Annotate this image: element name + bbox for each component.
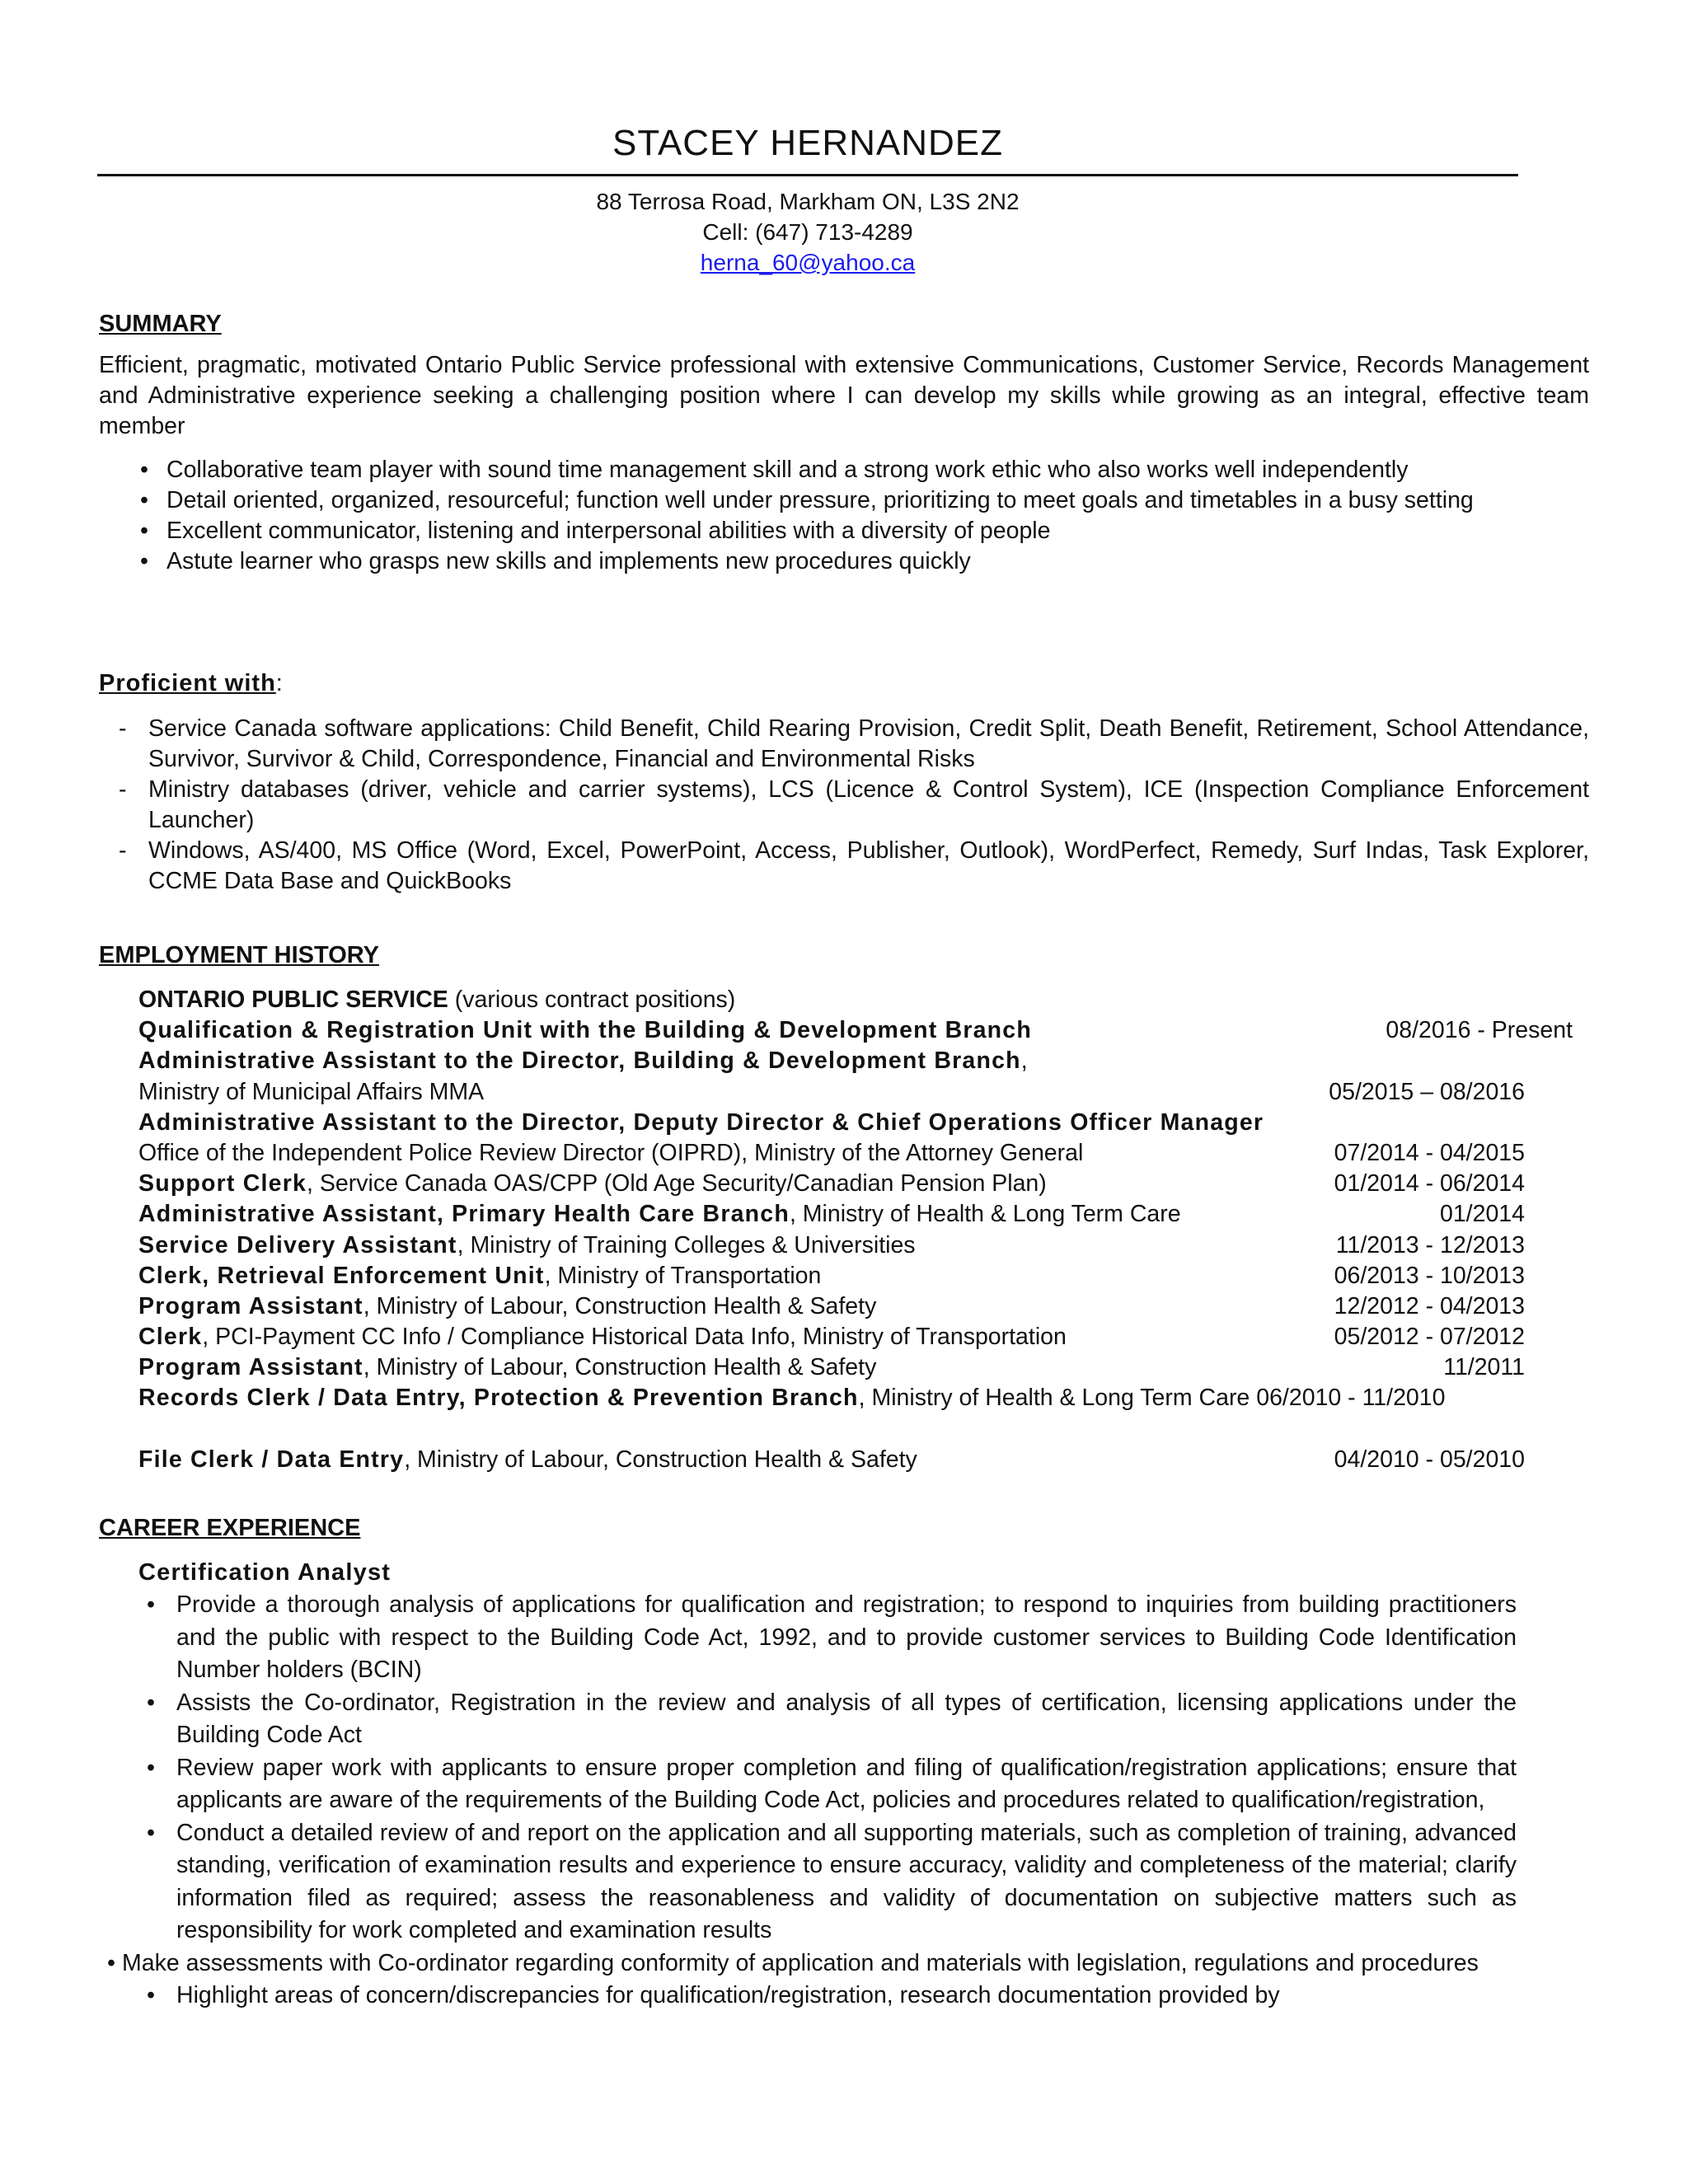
employment-row <box>138 1077 1573 1108</box>
career-bullet: • Highlight areas of concern/discrepancies for qualification/registration, research documentation provided by <box>138 1980 1517 2013</box>
job-dates: 12/2012 - 04/2013 <box>1334 1292 1525 1319</box>
summary-paragraph: Efficient, pragmatic, motivated Ontario Public Service professional with extensive Communications, Customer Service, Records Management and Administrative experience seeking a challenging position where I can develop my skills while growing as an integral, effective team member <box>99 352 1589 439</box>
career-bullet: • Conduct a detailed review of and report on the application and all supporting materials, such as completion of training, advanced standing, verification of examination results and experience to ensure accuracy, validity and completeness of the material; clarify information filed as required; assess the reasonableness and validity of documentation on subjective matters such as responsibility for work completed and examination results <box>138 1817 1517 1947</box>
job-detail: , Ministry of Labour, Construction Health & Safety <box>404 1446 917 1473</box>
job-detail: , Ministry of Health & Long Term Care <box>789 1201 1181 1228</box>
job-title: Support Clerk <box>138 1170 307 1197</box>
job-dates: 01/2014 - 06/2014 <box>1334 1170 1525 1197</box>
job-detail: , Service Canada OAS/CPP (Old Age Security/Canadian Pension Plan) <box>307 1170 1047 1197</box>
career-bullet: • Review paper work with applicants to ensure proper completion and filing of qualification/registration applications; ensure that applicants are aware of the requirements of the Building Code Act, policies and procedures related to qualification/registration, <box>138 1752 1517 1817</box>
job-title: Administrative Assistant to the Director, Deputy Director & Chief Operations Officer Manager <box>138 1108 1264 1136</box>
proficient-colon: : <box>275 670 284 696</box>
job-dates: 06/2010 - 11/2010 <box>1256 1385 1446 1412</box>
career-bullet: • Provide a thorough analysis of applications for qualification and registration; to respond to inquiries from building practitioners and the public with respect to the Building Code Act, 1992, and to provide customer services to Building Code Identification Number holders (BCIN) <box>138 1589 1517 1687</box>
email-link[interactable]: herna_60@yahoo.ca <box>700 250 916 275</box>
employment-row <box>138 1352 1573 1383</box>
career-bullets <box>121 1589 1517 2013</box>
employment-row <box>138 1261 1573 1291</box>
job-detail: , Ministry of Training Colleges & Universities <box>457 1231 916 1258</box>
job-detail: , Ministry of Labour, Construction Health & Safety <box>363 1292 877 1319</box>
employment-row <box>138 1445 1573 1475</box>
job-dates: 08/2016 - Present <box>1386 1017 1573 1044</box>
employment-row <box>138 1108 1573 1138</box>
proficient-item: - Windows, AS/400, MS Office (Word, Excel, PowerPoint, Access, Publisher, Outlook), WordPerfect, Remedy, Surf Indas, Task Explorer, CCME Data Base and QuickBooks <box>99 836 1589 897</box>
candidate-name: STACEY HERNANDEZ <box>612 123 1003 163</box>
job-detail: , Ministry of Labour, Construction Health & Safety <box>363 1354 877 1381</box>
job-title: Program Assistant <box>138 1354 363 1381</box>
job-dates: 06/2013 - 10/2013 <box>1334 1262 1525 1289</box>
proficient-heading <box>99 669 284 697</box>
employment-row <box>138 1015 1573 1046</box>
job-title: Clerk <box>138 1324 203 1351</box>
employment-row <box>138 1199 1573 1230</box>
job-title: Clerk, Retrieval Enforcement Unit <box>138 1262 545 1289</box>
job-detail: , <box>1020 1047 1028 1075</box>
job-detail: , PCI-Payment CC Info / Compliance Historical Data Info, Ministry of Transportation <box>202 1324 1067 1351</box>
job-title: Administrative Assistant to the Director, Building & Development Branch <box>138 1047 1021 1075</box>
employment-row <box>138 1291 1573 1322</box>
employment-heading: EMPLOYMENT HISTORY <box>99 942 379 968</box>
employment-row <box>138 1138 1573 1169</box>
job-dates: 05/2012 - 07/2012 <box>1334 1324 1525 1351</box>
job-title: Administrative Assistant, Primary Health Care Branch <box>138 1201 790 1228</box>
employment-row <box>138 1169 1573 1199</box>
job-title: Records Clerk / Data Entry, Protection & Prevention Branch <box>138 1385 859 1412</box>
proficient-list <box>99 714 1589 897</box>
job-title: Qualification & Registration Unit with the Building & Development Branch <box>138 1017 1032 1044</box>
proficient-item: - Service Canada software applications: Child Benefit, Child Rearing Provision, Credit Split, Death Benefit, Retirement, School Attendance, Survivor, Survivor & Child, Correspondence, Financial and Environmental Risks <box>99 714 1589 775</box>
job-dates: 04/2010 - 05/2010 <box>1334 1446 1525 1473</box>
job-title: Service Delivery Assistant <box>138 1231 457 1258</box>
job-dates: 07/2014 - 04/2015 <box>1334 1139 1525 1166</box>
career-bullet: • Assists the Co-ordinator, Registration in the review and analysis of all types of certification, licensing applications under the Building Code Act <box>138 1687 1517 1752</box>
contact-block <box>97 186 1518 278</box>
job-dates: 11/2011 <box>1443 1354 1525 1381</box>
career-role: Certification Analyst <box>138 1559 392 1586</box>
job-detail: , Ministry of Health & Long Term Care <box>858 1385 1250 1412</box>
employment-list <box>138 985 1573 1475</box>
job-title: File Clerk / Data Entry <box>138 1446 405 1473</box>
employer-name: ONTARIO PUBLIC SERVICE <box>138 987 448 1013</box>
job-detail: Office of the Independent Police Review Director (OIPRD), Ministry of the Attorney General <box>138 1139 1084 1166</box>
employment-org-row <box>138 985 1573 1015</box>
proficient-heading-text: Proficient with <box>99 670 276 696</box>
job-dates: 11/2013 - 12/2013 <box>1335 1231 1525 1258</box>
job-dates: 01/2014 <box>1439 1201 1525 1228</box>
career-heading: CAREER EXPERIENCE <box>99 1515 361 1541</box>
employment-row <box>138 1383 1573 1444</box>
summary-bullet: • Excellent communicator, listening and interpersonal abilities with a diversity of people <box>99 516 1589 546</box>
job-detail: Ministry of Municipal Affairs MMA <box>138 1078 485 1105</box>
job-title: Program Assistant <box>138 1292 363 1319</box>
proficient-item: - Ministry databases (driver, vehicle and carrier systems), LCS (Licence & Control System), ICE (Inspection Compliance Enforcement Launcher) <box>99 775 1589 836</box>
job-detail: , Ministry of Transportation <box>544 1262 822 1289</box>
header-divider <box>97 174 1518 176</box>
summary-bullet: • Collaborative team player with sound time management skill and a strong work ethic who also works well independently <box>99 455 1589 485</box>
summary-heading: SUMMARY <box>99 311 222 337</box>
address: 88 Terrosa Road, Markham ON, L3S 2N2 <box>596 189 1020 214</box>
phone: Cell: (647) 713-4289 <box>702 219 913 245</box>
employment-row <box>138 1230 1573 1261</box>
summary-bullet: • Astute learner who grasps new skills and implements new procedures quickly <box>99 546 1589 577</box>
employer-note: (various contract positions) <box>454 987 736 1013</box>
employment-row <box>138 1046 1573 1076</box>
employment-row <box>138 1322 1573 1352</box>
job-dates: 05/2015 – 08/2016 <box>1329 1078 1525 1105</box>
summary-bullets <box>99 455 1589 577</box>
career-bullet: • Make assessments with Co-ordinator regarding conformity of application and materials with legislation, regulations and procedures <box>99 1947 1517 1980</box>
summary-bullet: • Detail oriented, organized, resourceful; function well under pressure, prioritizing to meet goals and timetables in a busy setting <box>99 485 1589 516</box>
